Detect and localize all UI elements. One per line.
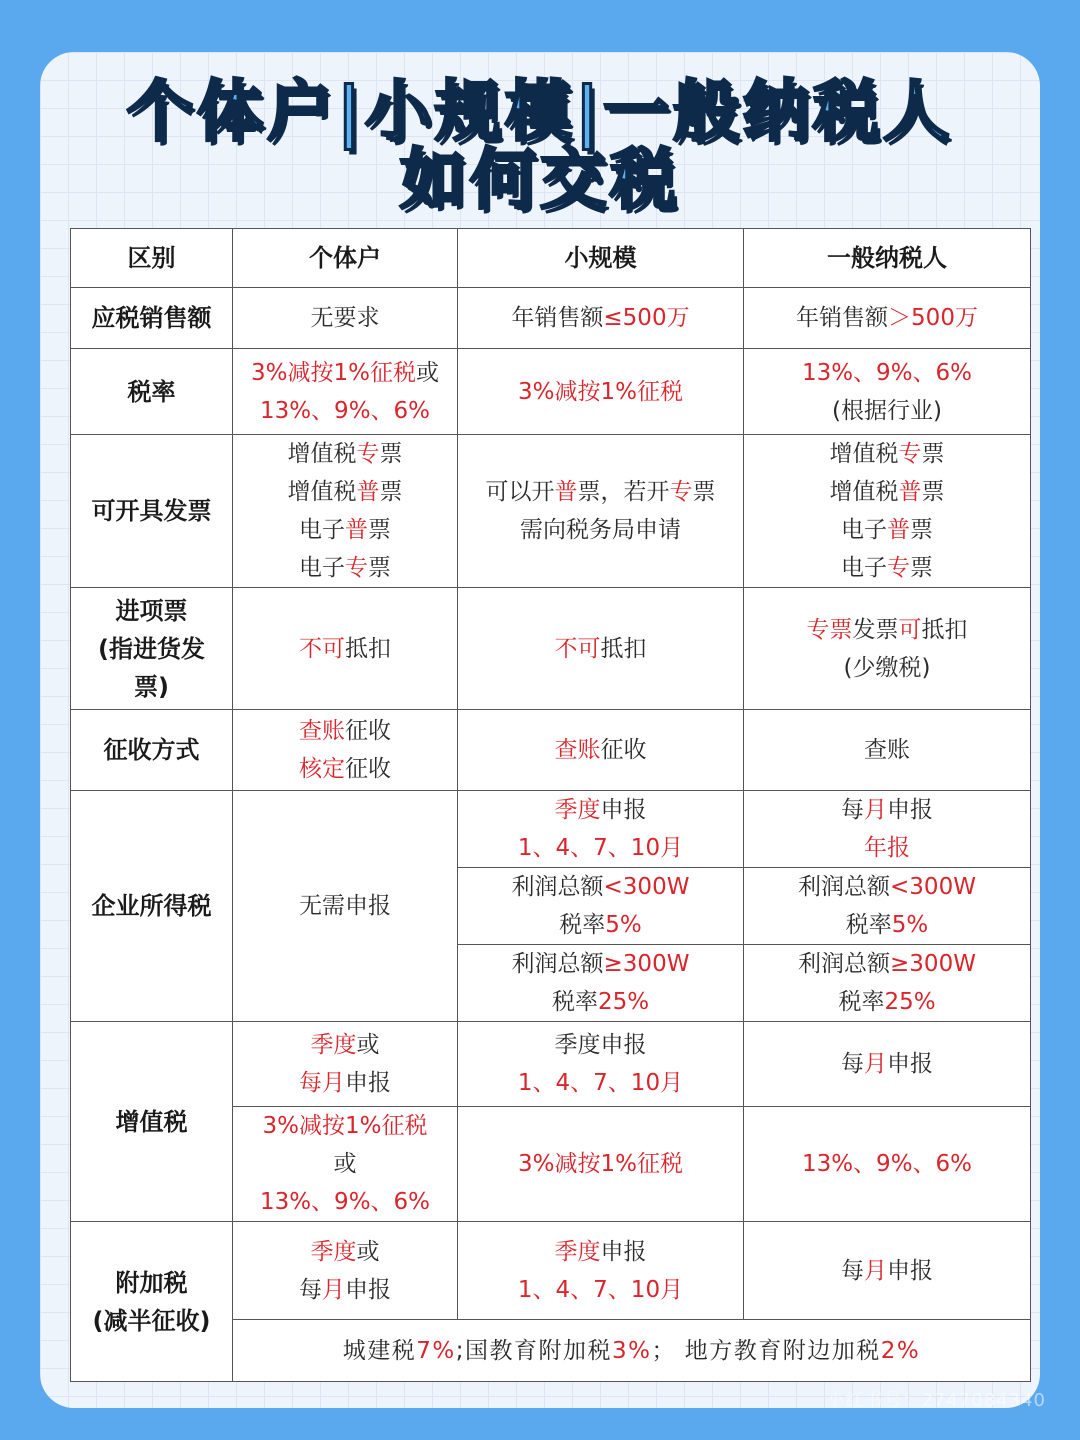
header-cell: 个体户 bbox=[233, 229, 458, 288]
row-label: 税率 bbox=[71, 349, 233, 435]
watermark: 小红书号：2747084340 bbox=[826, 1390, 1046, 1411]
table-row bbox=[71, 349, 1031, 435]
row-label: 征收方式 bbox=[71, 710, 233, 791]
header-cell: 一般纳税人 bbox=[744, 229, 1031, 288]
table-cell: 13%、9%、6% (根据行业) bbox=[744, 349, 1031, 435]
table-cell: 年销售额＞500万 bbox=[744, 288, 1031, 349]
row-label: 进项票 (指进货发 票) bbox=[71, 588, 233, 710]
row-label: 企业所得税 bbox=[71, 791, 233, 1022]
table-cell: 专票发票可抵扣 (少缴税) bbox=[744, 588, 1031, 710]
table-row bbox=[71, 588, 1031, 710]
table-row bbox=[71, 1222, 1031, 1320]
row-label: 可开具发票 bbox=[71, 435, 233, 588]
table-cell: 查账征收 核定征收 bbox=[233, 710, 458, 791]
table-cell: 季度申报 1、4、7、10月 bbox=[458, 791, 744, 868]
table-cell: 季度申报 1、4、7、10月 bbox=[458, 1022, 744, 1107]
table-cell: 年销售额≤500万 bbox=[458, 288, 744, 349]
table-cell: 利润总额≥300W 税率25% bbox=[458, 945, 744, 1022]
row-label: 增值税 bbox=[71, 1022, 233, 1222]
header-row bbox=[71, 229, 1031, 288]
table-cell: 3%减按1%征税 或 13%、9%、6% bbox=[233, 1107, 458, 1222]
table-cell: 不可抵扣 bbox=[233, 588, 458, 710]
table-row bbox=[71, 1022, 1031, 1107]
table-cell: 3%减按1%征税或 13%、9%、6% bbox=[233, 349, 458, 435]
table-cell: 3%减按1%征税 bbox=[458, 1107, 744, 1222]
table-cell: 利润总额<300W 税率5% bbox=[458, 868, 744, 945]
table-cell: 不可抵扣 bbox=[458, 588, 744, 710]
table-cell: 每月申报 年报 bbox=[744, 791, 1031, 868]
table-cell: 查账 bbox=[744, 710, 1031, 791]
table-cell: 无需申报 bbox=[233, 791, 458, 1022]
table-cell: 3%减按1%征税 bbox=[458, 349, 744, 435]
row-label: 应税销售额 bbox=[71, 288, 233, 349]
table-row bbox=[71, 791, 1031, 868]
table-row bbox=[71, 710, 1031, 791]
table-cell: 增值税专票 增值税普票 电子普票 电子专票 bbox=[744, 435, 1031, 588]
table-cell: 利润总额≥300W 税率25% bbox=[744, 945, 1031, 1022]
table-cell: 每月申报 bbox=[744, 1022, 1031, 1107]
table-cell: 每月申报 bbox=[744, 1222, 1031, 1320]
title-line-1: 个体户|小规模|一般纳税人 bbox=[126, 73, 954, 150]
table-cell: 无要求 bbox=[233, 288, 458, 349]
tax-comparison-table bbox=[70, 228, 1031, 1382]
title-line-2: 如何交税 bbox=[400, 141, 680, 218]
table-cell: 利润总额<300W 税率5% bbox=[744, 868, 1031, 945]
table-cell: 13%、9%、6% bbox=[744, 1107, 1031, 1222]
table-cell: 增值税专票 增值税普票 电子普票 电子专票 bbox=[233, 435, 458, 588]
header-cell: 小规模 bbox=[458, 229, 744, 288]
surtax-rates-note: 城建税7%;国教育附加税3%； 地方教育附边加税2% bbox=[233, 1320, 1031, 1382]
table-row bbox=[71, 288, 1031, 349]
table-cell: 季度或 每月申报 bbox=[233, 1022, 458, 1107]
header-cell: 区别 bbox=[71, 229, 233, 288]
table-cell: 季度申报 1、4、7、10月 bbox=[458, 1222, 744, 1320]
table-cell: 季度或 每月申报 bbox=[233, 1222, 458, 1320]
table-cell: 可以开普票，若开专票 需向税务局申请 bbox=[458, 435, 744, 588]
table-row bbox=[71, 435, 1031, 588]
table-cell: 查账征收 bbox=[458, 710, 744, 791]
row-label: 附加税 (减半征收) bbox=[71, 1222, 233, 1382]
